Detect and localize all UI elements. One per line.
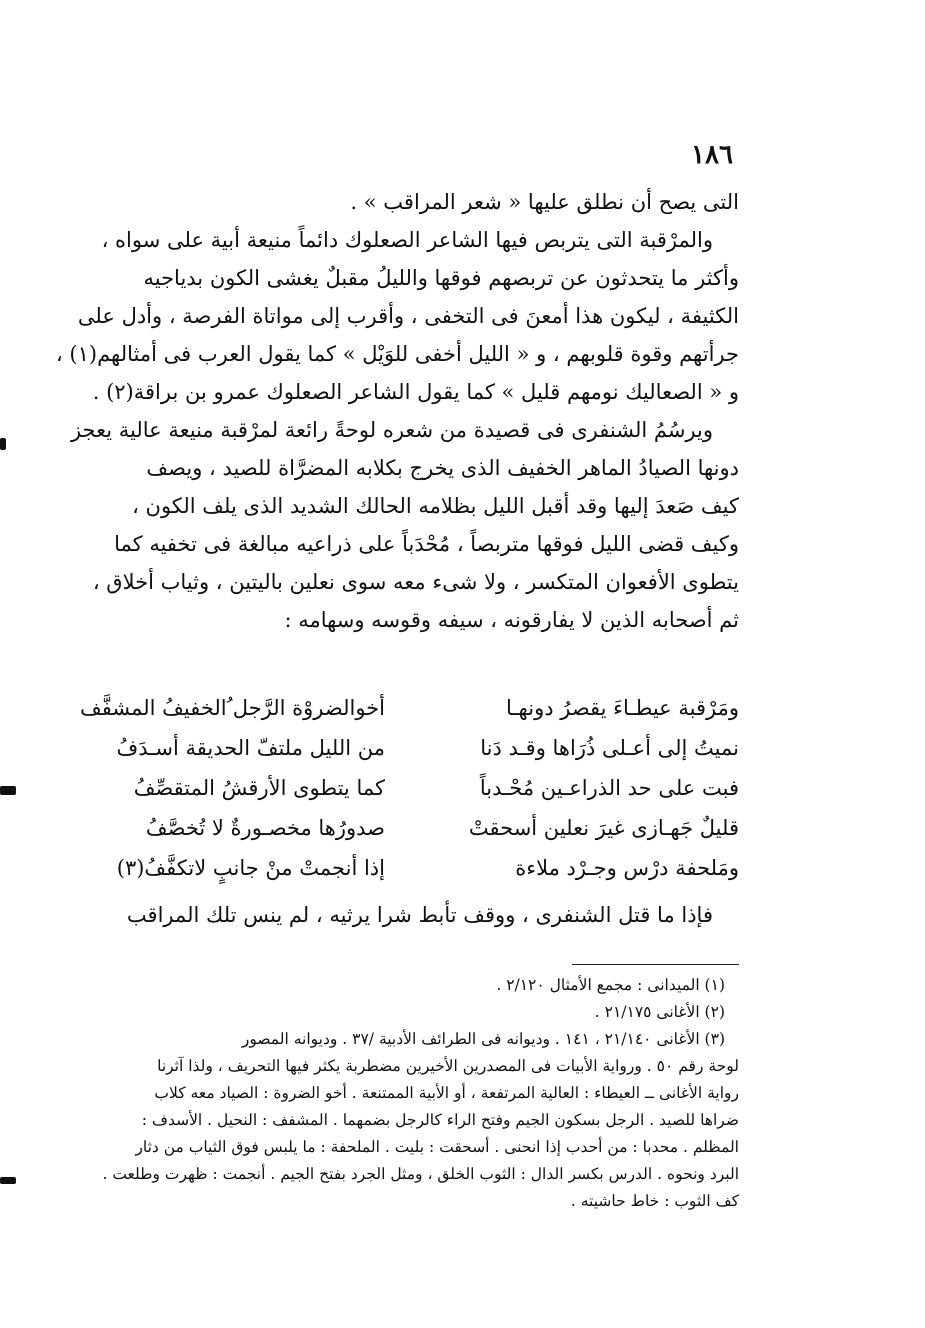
footnote-line: لوحة رقم ٥٠ . ورواية الأبيات فى المصدرين الأخيرين مضطربة يكثر فيها التحريف ، ولذا آثرنا — [157, 1057, 739, 1075]
footnote-line: ضراها للصيد . الرجل بسكون الجيم وفتح الراء كالرجل بضمهما . المشفف : النحيل . الأسدف : — [141, 1111, 739, 1129]
verse — [94, 808, 739, 848]
body-line: الكثيفة ، ليكون هذا أمعنَ فى التخفى ، وأقرب إلى مواتاة الفرصة ، وأدل على — [77, 304, 739, 328]
scan-edge-mark — [0, 438, 6, 450]
verse — [94, 728, 739, 768]
footnote-line: (٣) الأغانى ٢١/١٤٠ ، ١٤١ . وديوانه فى الطرائف الأدبية /٣٧ . وديوانه المصور — [241, 1030, 725, 1048]
footnote-line: كف الثوب : خاط حاشيته . — [570, 1192, 739, 1210]
footnote-line: المظلم . محدبا : من أحدب إذا انحنى . أسحقت : بليت . الملحفة : ما يلبس فوق الثياب من دثار — [135, 1138, 739, 1156]
footnote-line: البرد ونحوه . الدرس بكسر الدال : الثوب الخلق ، ومثل الجرد بفتح الجيم . أنجمت : ظهرت وطلعت . — [102, 1165, 739, 1183]
body-line: التى يصح أن نطلق عليها « شعر المراقب » . — [350, 190, 739, 214]
verse-second-hemistich: كما يتطوى الأرقشُ المتقصِّفُ — [133, 776, 385, 800]
body-line: جرأتهم وقوة قلوبهم ، و « الليل أخفى للوَيْل » كما يقول العرب فى أمثالهم(١) ، — [55, 342, 739, 366]
verse-second-hemistich: صدورُها مخصـورةٌ لا تُخصَّفُ — [145, 816, 385, 840]
poem-verses — [79, 688, 739, 888]
footnote-line: (٢) الأغانى ٢١/١٧٥ . — [594, 1003, 725, 1021]
verse-second-hemistich: إذا أنجمتْ منْ جانبٍ لاتكفَّفُ(٣) — [116, 856, 385, 880]
verse — [79, 688, 739, 728]
footnotes — [94, 972, 739, 1215]
footnote-line: رواية الأغانى ــ العيطاء : العالية المرتفعة ، أو الأبية الممتنعة . أخو الضروة : الصياد معه كلاب — [154, 1084, 739, 1102]
body-line: و « الصعاليك نومهم قليل » كما يقول الشاعر الصعلوك عمرو بن براقة(٢) . — [92, 380, 739, 404]
verse-second-hemistich: أخوالضروْة الرَّجل ُالخفيفُ المشفَّف — [79, 696, 385, 720]
body-line: وكيف قضى الليل فوقها متربصاً ، مُحْدَباً على ذراعيه مبالغة فى تخفيه كما — [114, 532, 739, 556]
verse-first-hemistich: قليلٌ جَهـازى غيرَ نعلين أسحقتْ — [468, 816, 739, 840]
body-line: والمرْقبة التى يتربص فيها الشاعر الصعلوك دائماً منيعة أبية على سواه ، — [101, 228, 713, 252]
body-line: وأكثر ما يتحدثون عن تربصهم فوقها والليلُ مقبلٌ يغشى الكون بدياجيه — [143, 266, 739, 290]
body-line: يتطوى الأفعوان المتكسر ، ولا شىء معه سوى نعلين باليتين ، وثياب أخلاق ، — [92, 570, 739, 594]
body-line: كيف صَعدَ إليها وقد أقبل الليل بظلامه الحالك الشديد الذى يلف الكون ، — [132, 494, 739, 518]
verse-second-hemistich: من الليل ملتفّ الحديقة أسـدَفُ — [116, 736, 385, 760]
verse-first-hemistich: فبت على حد الذراعـين مُحْـدباً — [479, 776, 739, 800]
body-line: دونها الصيادُ الماهر الخفيف الذى يخرج بكلابه المضرَّاة للصيد ، ويصف — [146, 456, 739, 480]
verse-first-hemistich: نميتُ إلى أعـلى ذُرَاها وقـد دَنا — [480, 736, 739, 760]
body-text — [55, 183, 739, 639]
footnote-line: (١) الميدانى : مجمع الأمثال ٢/١٢٠ . — [496, 976, 725, 994]
page-number: ١٨٦ — [691, 140, 733, 170]
after-verse-line: فإذا ما قتل الشنفرى ، ووقف تأبط شرا يرثيه ، لم ينس تلك المراقب — [126, 903, 713, 927]
scan-edge-mark — [0, 1177, 16, 1184]
scan-edge-mark — [0, 786, 16, 795]
verse — [94, 848, 739, 888]
verse — [94, 768, 739, 808]
body-line: ثم أصحابه الذين لا يفارقونه ، سيفه وقوسه وسهامه : — [284, 608, 739, 632]
footnote-divider — [572, 964, 739, 965]
body-line: ويرسُمُ الشنفرى فى قصيدة من شعره لوحةً رائعة لمرْقبة منيعة عالية يعجز — [70, 418, 713, 442]
verse-first-hemistich: ومَلحفة درْس وجـرْد ملاءة — [515, 856, 739, 880]
verse-first-hemistich: ومَرْقبة عيطـاءَ يقصرُ دونهـا — [506, 696, 739, 720]
